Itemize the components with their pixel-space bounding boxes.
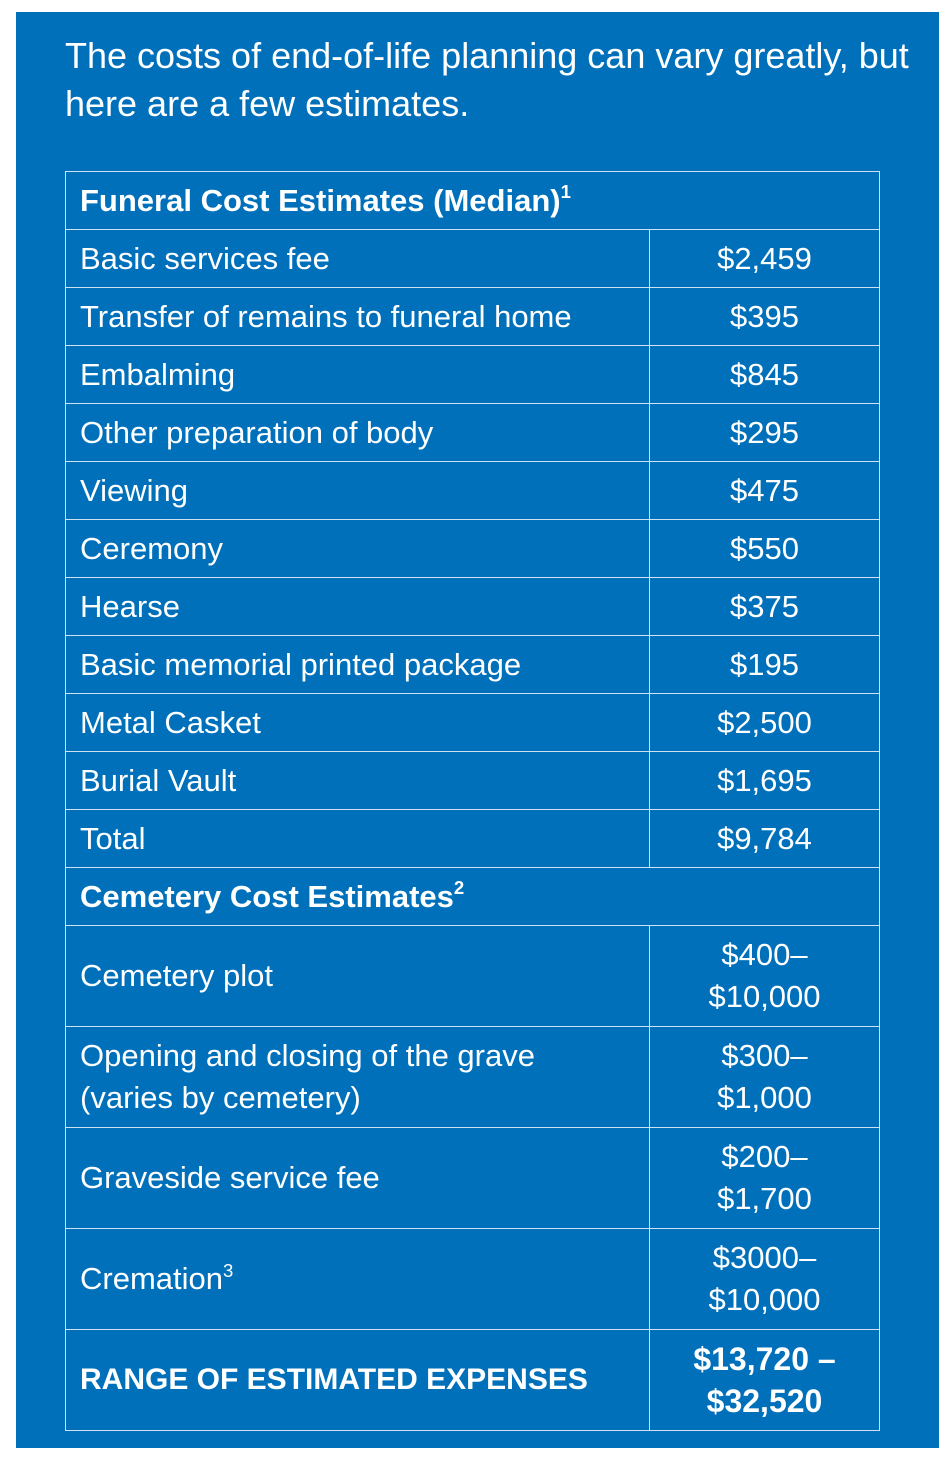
funeral-heading-row bbox=[66, 172, 880, 230]
cemetery-heading-text: Cemetery Cost Estimates bbox=[80, 878, 454, 914]
row-amount bbox=[650, 1027, 880, 1128]
row-label bbox=[66, 1229, 650, 1330]
table-row bbox=[66, 694, 880, 752]
row-amount: $2,459 bbox=[650, 230, 880, 288]
table-row bbox=[66, 1229, 880, 1330]
amount-low: $400– bbox=[721, 937, 808, 972]
range-amount bbox=[650, 1330, 880, 1431]
table-row bbox=[66, 1027, 880, 1128]
row-label bbox=[66, 1027, 650, 1128]
row-amount bbox=[650, 1128, 880, 1229]
amount-high: $10,000 bbox=[708, 979, 821, 1014]
range-amount-low: $13,720 – bbox=[693, 1341, 836, 1377]
table-row bbox=[66, 462, 880, 520]
cost-table bbox=[65, 171, 880, 1431]
row-amount: $2,500 bbox=[650, 694, 880, 752]
row-label: Ceremony bbox=[66, 520, 650, 578]
amount-low: $200– bbox=[721, 1139, 808, 1174]
table-row bbox=[66, 926, 880, 1027]
table-row bbox=[66, 752, 880, 810]
range-row bbox=[66, 1330, 880, 1431]
row-label: Burial Vault bbox=[66, 752, 650, 810]
amount-low: $3000– bbox=[712, 1240, 817, 1275]
row-amount bbox=[650, 926, 880, 1027]
row-label: Hearse bbox=[66, 578, 650, 636]
row-label: Basic memorial printed package bbox=[66, 636, 650, 694]
row-amount: $9,784 bbox=[650, 810, 880, 868]
row-amount: $550 bbox=[650, 520, 880, 578]
row-amount: $1,695 bbox=[650, 752, 880, 810]
table-row bbox=[66, 520, 880, 578]
row-label: Embalming bbox=[66, 346, 650, 404]
amount-high: $1,700 bbox=[717, 1181, 812, 1216]
row-label: Transfer of remains to funeral home bbox=[66, 288, 650, 346]
row-label: Total bbox=[66, 810, 650, 868]
footnote-ref-2: 2 bbox=[453, 877, 465, 899]
range-label: RANGE OF ESTIMATED EXPENSES bbox=[66, 1330, 650, 1431]
table-row bbox=[66, 1128, 880, 1229]
amount-high: $1,000 bbox=[717, 1080, 812, 1115]
funeral-total-row bbox=[66, 810, 880, 868]
row-label: Viewing bbox=[66, 462, 650, 520]
row-label-line2: (varies by cemetery) bbox=[80, 1080, 361, 1115]
row-label: Metal Casket bbox=[66, 694, 650, 752]
table-row bbox=[66, 288, 880, 346]
row-amount: $475 bbox=[650, 462, 880, 520]
table-row bbox=[66, 346, 880, 404]
row-amount: $395 bbox=[650, 288, 880, 346]
funeral-heading-text: Funeral Cost Estimates (Median) bbox=[80, 182, 561, 218]
row-amount: $845 bbox=[650, 346, 880, 404]
table-row bbox=[66, 404, 880, 462]
row-label-text: Cremation bbox=[80, 1261, 223, 1296]
row-amount: $195 bbox=[650, 636, 880, 694]
table-row bbox=[66, 578, 880, 636]
row-amount: $375 bbox=[650, 578, 880, 636]
footnote-ref-1: 1 bbox=[560, 181, 571, 203]
row-label: Cemetery plot bbox=[66, 926, 650, 1027]
funeral-heading bbox=[66, 172, 880, 230]
table-row bbox=[66, 230, 880, 288]
row-amount: $295 bbox=[650, 404, 880, 462]
row-label-line1: Opening and closing of the grave bbox=[80, 1038, 535, 1073]
amount-high: $10,000 bbox=[708, 1282, 821, 1317]
cemetery-heading bbox=[66, 868, 880, 926]
row-amount bbox=[650, 1229, 880, 1330]
row-label: Graveside service fee bbox=[66, 1128, 650, 1229]
amount-low: $300– bbox=[721, 1038, 808, 1073]
footnote-ref-3: 3 bbox=[223, 1259, 234, 1281]
cemetery-heading-row bbox=[66, 868, 880, 926]
row-label: Basic services fee bbox=[66, 230, 650, 288]
table-row bbox=[66, 636, 880, 694]
cost-estimates-panel bbox=[16, 12, 939, 1448]
range-amount-high: $32,520 bbox=[706, 1383, 823, 1419]
intro-text: The costs of end-of-life planning can vary greatly, but here are a few estimates. bbox=[65, 35, 909, 124]
row-label: Other preparation of body bbox=[66, 404, 650, 462]
